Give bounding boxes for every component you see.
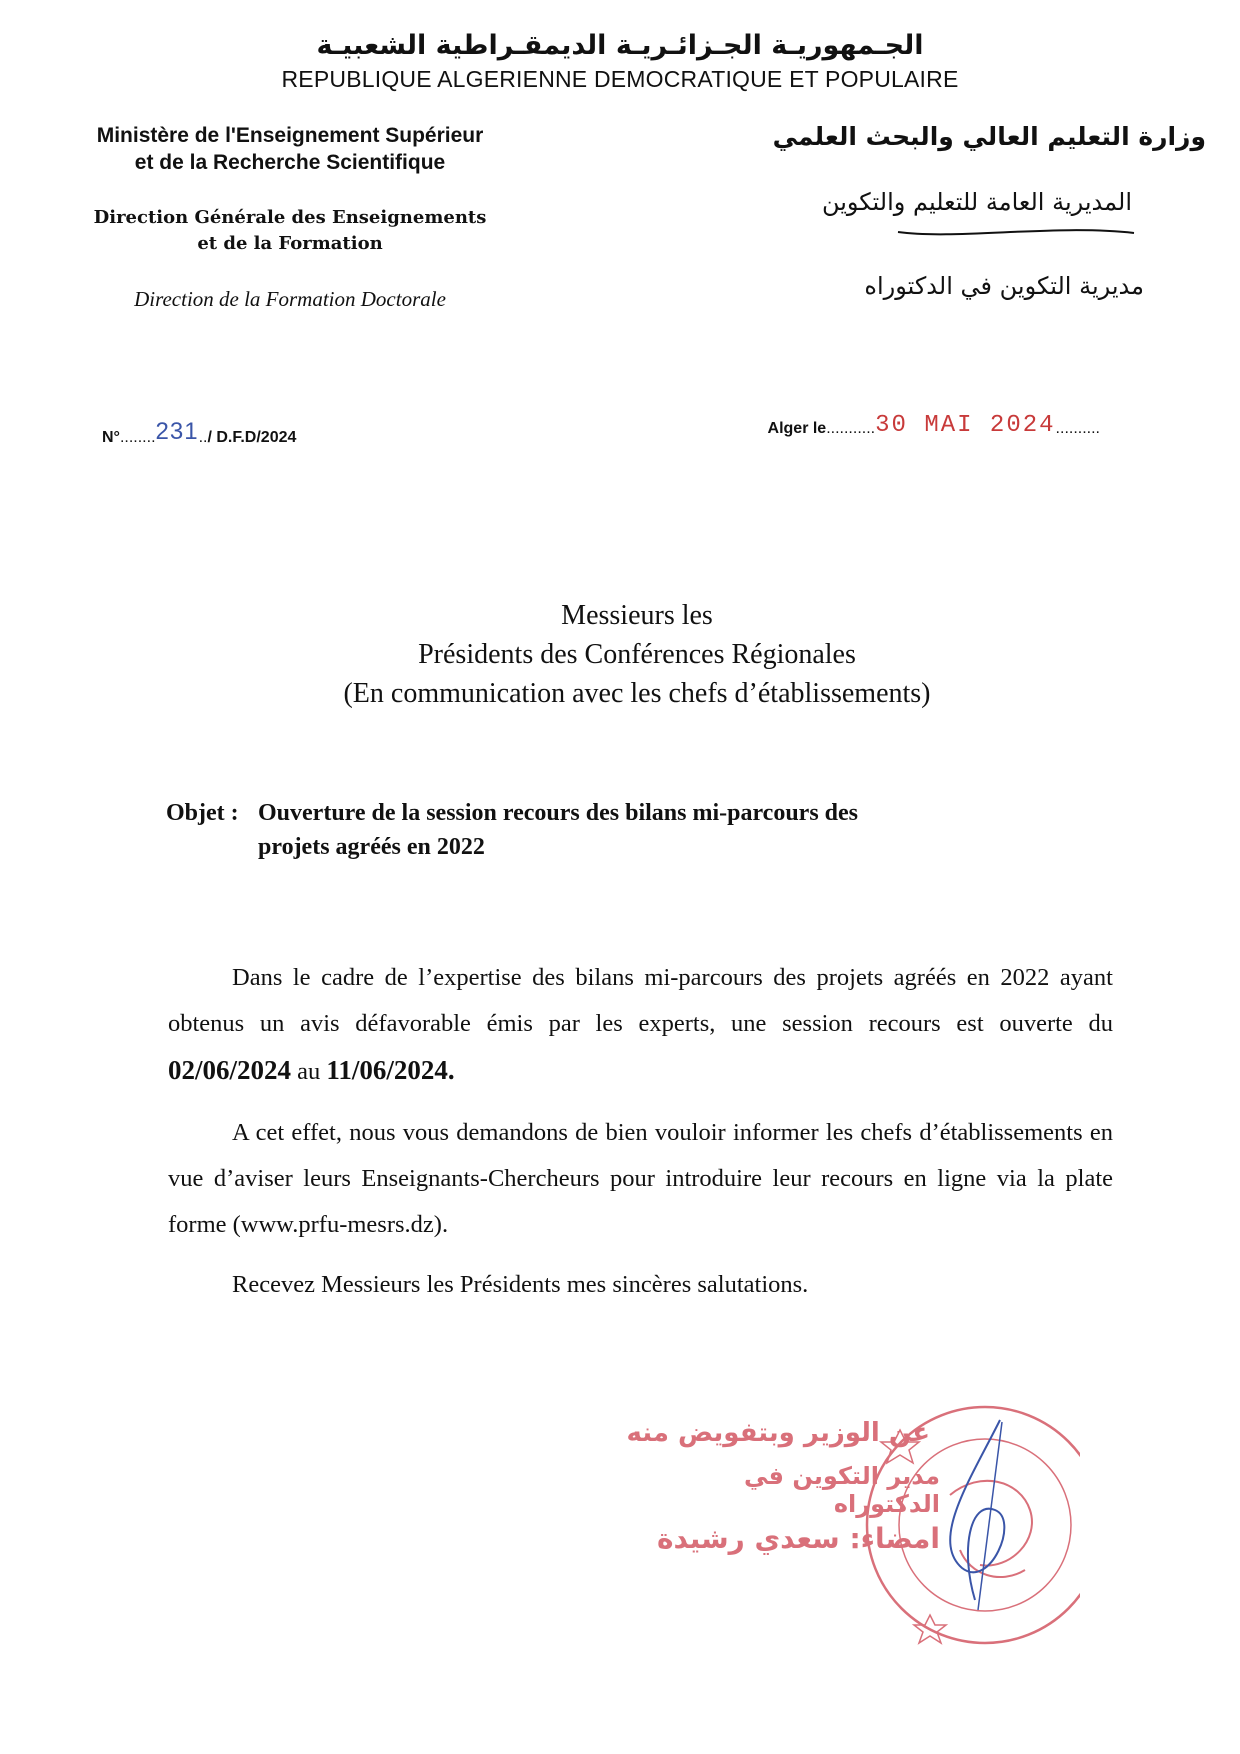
reference-prefix: N°: [102, 429, 120, 446]
subject-label: Objet :: [166, 800, 239, 826]
subject-line-1: Ouverture de la session recours des bilans mi-parcours des: [258, 800, 859, 826]
sub-direction-fr: Direction de la Formation Doctorale: [134, 287, 446, 311]
calligraphy-swash: [896, 226, 1136, 238]
letter-date: Alger le...........30 MAI 2024..........: [767, 412, 1100, 439]
addressee-line-1: Messieurs les: [561, 600, 713, 631]
republic-title-fr: REPUBLIQUE ALGERIENNE DEMOCRATIQUE ET POPULAIRE: [281, 66, 959, 92]
session-start-date: 02/06/2024: [168, 1055, 292, 1085]
reference-handwritten-number: 231: [155, 418, 199, 445]
closing-salutation: [168, 1262, 1113, 1308]
republic-title-ar: الجـمهوريـة الجـزائـريـة الديمقـراطية الشعبيـة: [316, 30, 924, 61]
date-stamp: 30 MAI 2024: [875, 412, 1056, 439]
ministry-line-2: et de la Recherche Scientifique: [134, 151, 446, 174]
direction-line-1: Direction Générale des Enseignements: [93, 207, 487, 228]
paragraph-1-text: Dans le cadre de l’expertise des bilans mi-parcours des projets agréés en 2022 ayant obtenus un avis défavorable émis par les experts, une session recours est ouverte du: [168, 964, 1113, 1037]
direction-line-2: et de la Formation: [197, 233, 383, 254]
subject-block: [166, 796, 1066, 864]
paragraph-3-text: Recevez Messieurs les Présidents mes sincères salutations.: [232, 1271, 809, 1298]
date-prefix: Alger le: [767, 420, 827, 437]
signature-line-2: مدير التكوين في الدكتوراه: [743, 1462, 940, 1518]
addressee-line-2: Présidents des Conférences Régionales: [418, 639, 856, 670]
signature-line-1: عن الوزير وبتفويض منه: [626, 1418, 930, 1448]
paragraph-2-text: A cet effet, nous vous demandons de bien vouloir informer les chefs d’établissements en vue d’aviser leurs Enseignants-Chercheurs pour introduire leur recours en ligne via la plate forme (www.prfu-mesrs.dz).: [168, 1119, 1113, 1238]
subject-line-2: projets agréés en 2022: [258, 834, 485, 860]
sub-direction-ar: مديرية التكوين في الدكتوراه: [864, 272, 1144, 300]
reference-number: N°........231../ D.F.D/2024: [102, 418, 297, 446]
ministry-name-ar: وزارة التعليم العالي والبحث العلمي: [772, 122, 1206, 151]
session-end-date: 11/06/2024.: [326, 1055, 455, 1085]
signature-line-3: امضاء: سعدي رشيدة: [656, 1522, 940, 1555]
ministry-name-fr: [60, 122, 520, 176]
paragraph-1-au: au: [297, 1058, 321, 1085]
direction-name-fr: [60, 205, 520, 257]
body-paragraph-2: [168, 1110, 1113, 1248]
addressee-block: [0, 596, 1240, 713]
reference-suffix: / D.F.D/2024: [207, 429, 297, 446]
addressee-line-3: (En communication avec les chefs d’établissements): [343, 678, 931, 709]
body-paragraph-1: [168, 955, 1113, 1095]
ministry-line-1: Ministère de l'Enseignement Supérieur: [96, 124, 484, 147]
direction-name-ar: المديرية العامة للتعليم والتكوين: [821, 188, 1132, 216]
